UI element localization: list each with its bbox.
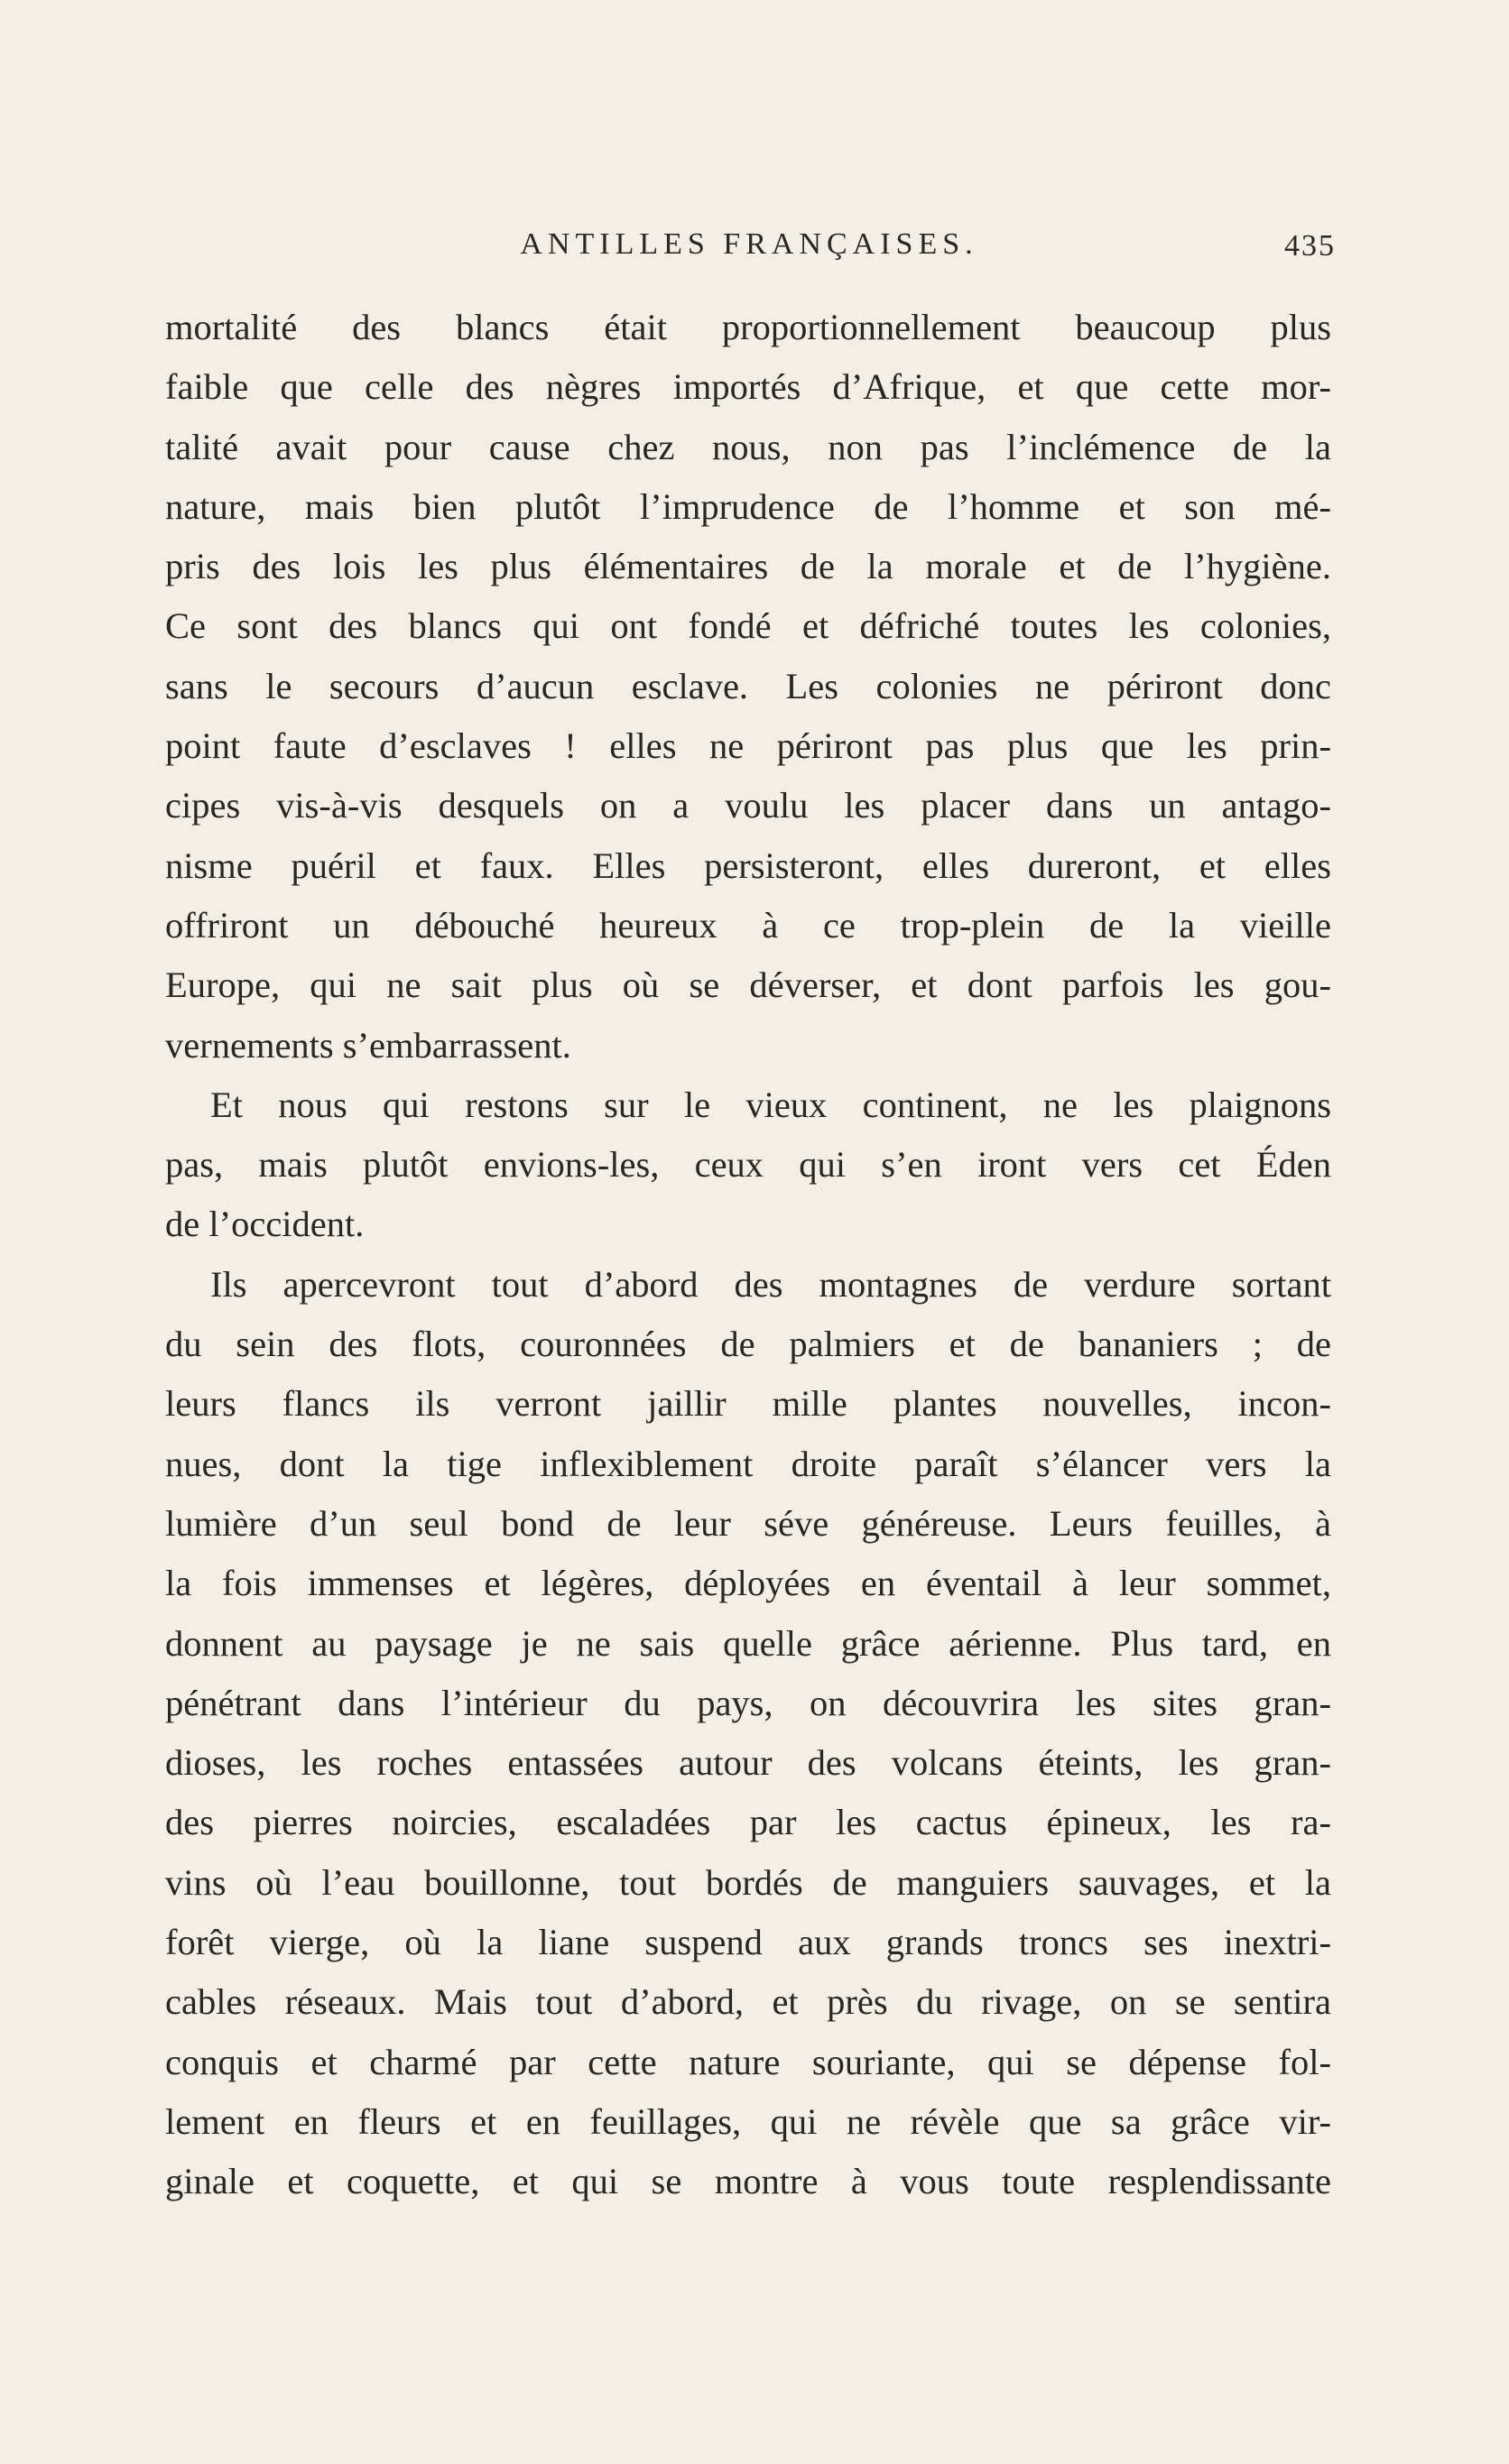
text-line: cipes vis-à-vis desquels on a voulu les placer dans un antago- (165, 785, 1331, 826)
text-line: conquis et charmé par cette nature souriante, qui se dépense fol- (165, 2041, 1331, 2082)
text-line: pas, mais plutôt envions-les, ceux qui s’en iront vers cet Éden (165, 1144, 1331, 1186)
text-line: donnent au paysage je ne sais quelle grâce aérienne. Plus tard, en (165, 1622, 1331, 1664)
body-text (165, 298, 1331, 2212)
text-line: nues, dont la tige inflexiblement droite paraît s’élancer vers la (165, 1443, 1331, 1484)
text-line: mortalité des blancs était proportionnellement beaucoup plus (165, 307, 1331, 347)
text-line: de l’occident. (165, 1204, 365, 1245)
text-line: nature, mais bien plutôt l’imprudence de l’homme et son mé- (165, 485, 1331, 527)
page-number: 435 (1284, 229, 1336, 263)
text-line: offriront un débouché heureux à ce trop-plein de la vieille (165, 904, 1331, 946)
text-line: Ils apercevront tout d’abord des montagnes de verdure sortant (210, 1263, 1331, 1305)
text-line: faible que celle des nègres importés d’Afrique, et que cette mor- (165, 366, 1331, 408)
text-line: talité avait pour cause chez nous, non pas l’inclémence de la (165, 426, 1331, 467)
text-line: pénétrant dans l’intérieur du pays, on découvrira les sites gran- (165, 1682, 1331, 1723)
running-head (162, 227, 1336, 272)
text-line: vernements s’embarrassent. (165, 1024, 571, 1066)
text-line: Ce sont des blancs qui ont fondé et défriché toutes les colonies, (165, 605, 1331, 647)
text-line: ginale et coquette, et qui se montre à vous toute resplendissante (165, 2161, 1331, 2202)
text-line: lumière d’un seul bond de leur séve généreuse. Leurs feuilles, à (165, 1502, 1331, 1544)
text-line: pris des lois les plus élémentaires de la morale et de l’hygiène. (165, 546, 1331, 587)
text-line: dioses, les roches entassées autour des volcans éteints, les gran- (165, 1742, 1331, 1784)
text-line: du sein des flots, couronnées de palmiers et de bananiers ; de (165, 1324, 1331, 1365)
text-line: forêt vierge, où la liane suspend aux grands troncs ses inextri- (165, 1922, 1331, 1963)
text-line: point faute d’esclaves ! elles ne périront pas plus que les prin- (165, 725, 1331, 767)
text-line: Et nous qui restons sur le vieux continent, ne les plaignons (210, 1084, 1331, 1125)
text-line: nisme puéril et faux. Elles persisteront, elles dureront, et elles (165, 844, 1331, 886)
running-title: ANTILLES FRANÇAISES. (520, 227, 978, 261)
text-line: la fois immenses et légères, déployées en éventail à leur sommet, (165, 1563, 1331, 1604)
text-line: des pierres noircies, escaladées par les cactus épineux, les ra- (165, 1802, 1331, 1843)
text-line: cables réseaux. Mais tout d’abord, et près du rivage, on se sentira (165, 1981, 1331, 2023)
text-line: sans le secours d’aucun esclave. Les colonies ne périront donc (165, 665, 1331, 706)
text-line: Europe, qui ne sait plus où se déverser, et dont parfois les gou- (165, 964, 1331, 1006)
text-line: leurs flancs ils verront jaillir mille plantes nouvelles, incon- (165, 1383, 1331, 1425)
text-line: vins où l’eau bouillonne, tout bordés de manguiers sauvages, et la (165, 1861, 1331, 1903)
text-line: lement en fleurs et en feuillages, qui ne révèle que sa grâce vir- (165, 2100, 1331, 2142)
